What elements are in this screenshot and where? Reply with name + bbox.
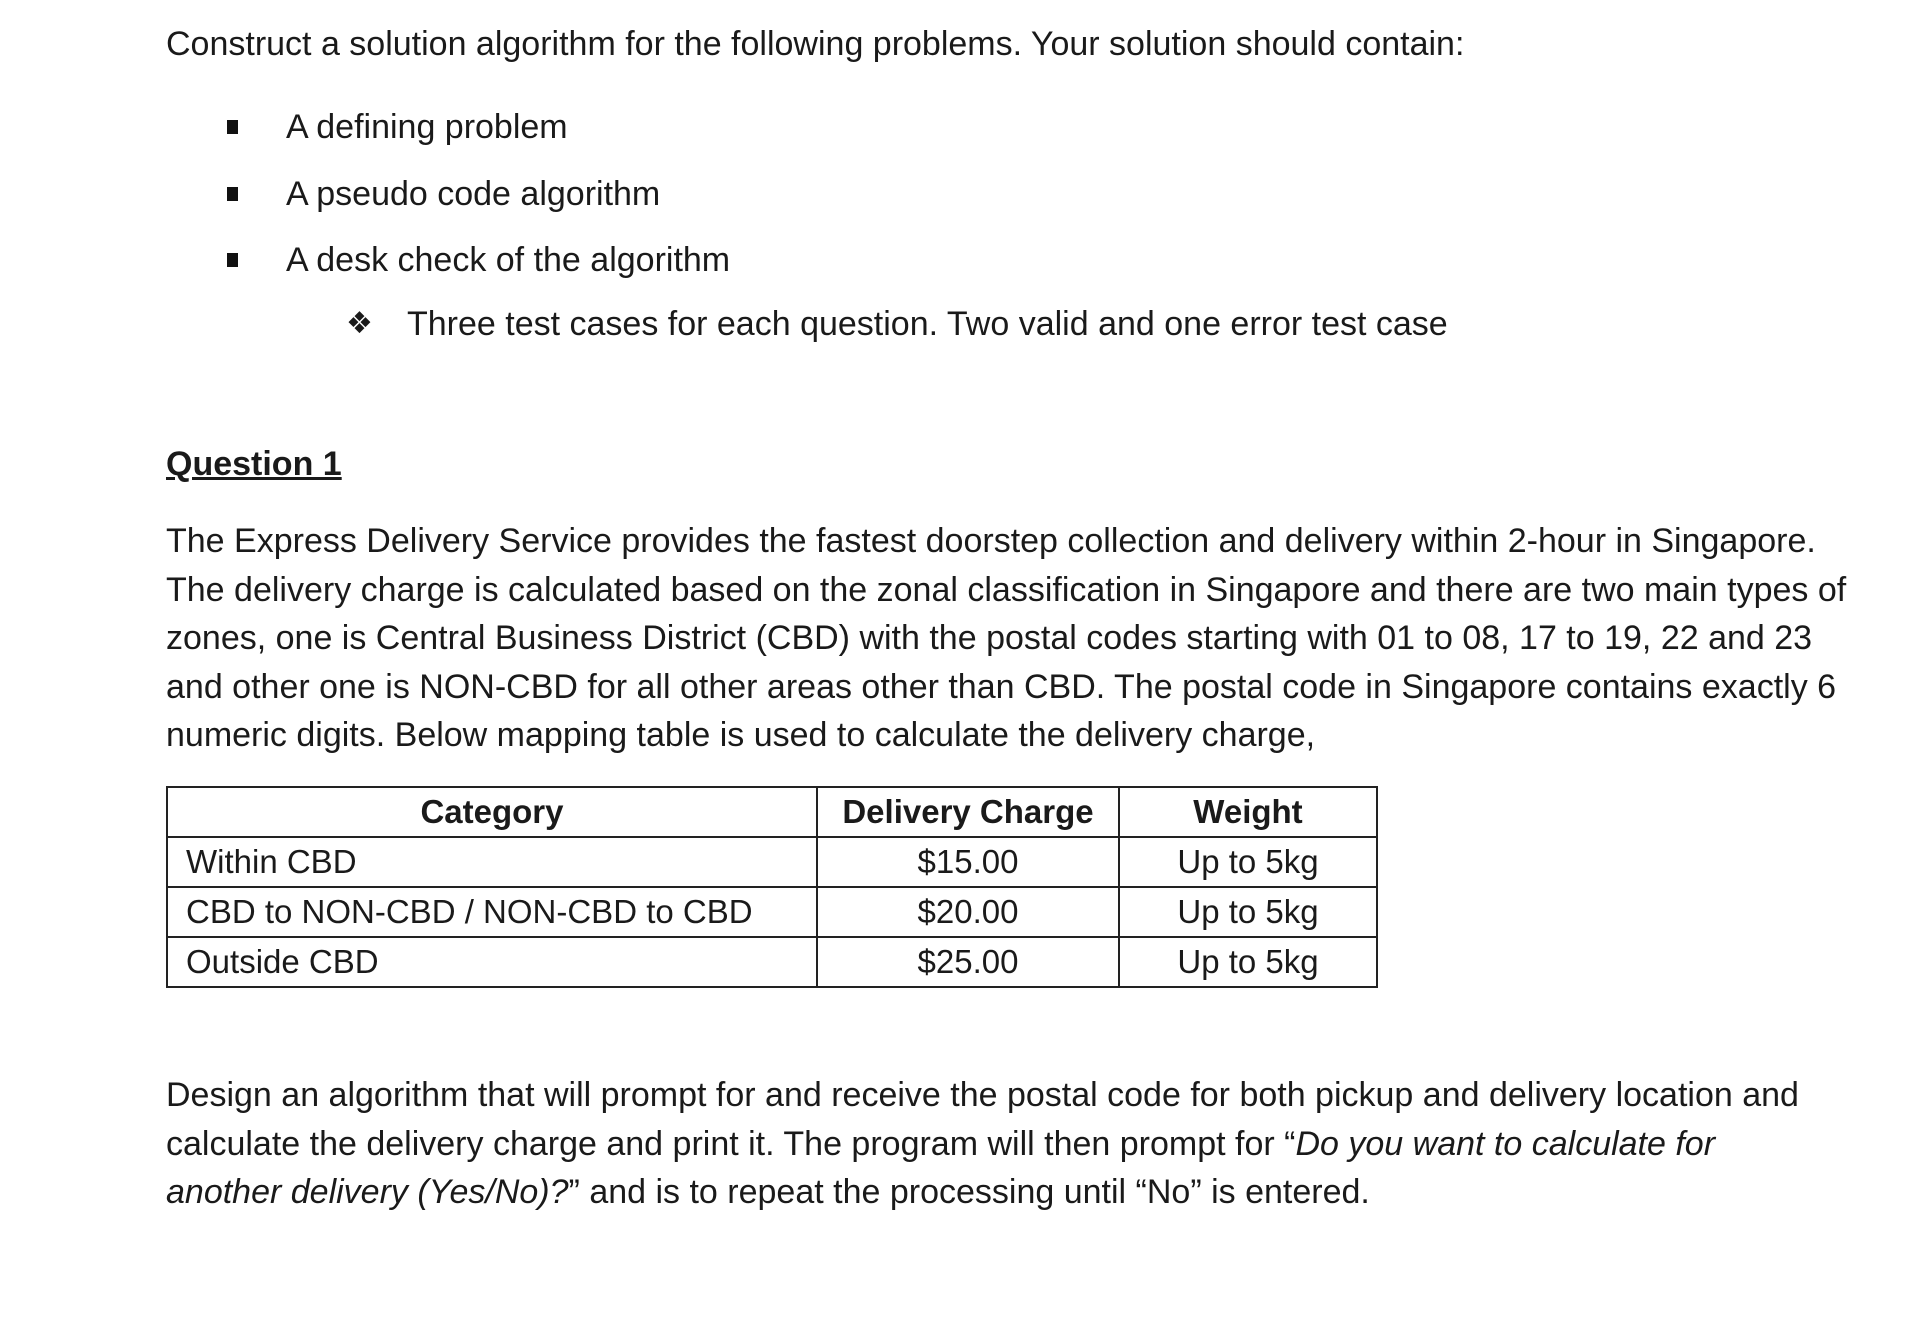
plain-text: ” and is to repeat the processing until “No” is entered. <box>568 1173 1370 1212</box>
header-weight: Weight <box>1119 787 1377 837</box>
paragraph-line: zones, one is Central Business District (CBD) with the postal codes starting with 01 to 08, 17 to 19, 22 and 23 <box>166 619 1813 658</box>
paragraph-line: The delivery charge is calculated based on the zonal classification in Singapore and there are two main types of <box>166 570 1847 609</box>
sub-requirement-text: Three test cases for each question. Two valid and one error test case <box>407 305 1448 343</box>
table-row <box>167 837 1377 887</box>
cell-charge: $20.00 <box>817 887 1119 937</box>
plain-text: calculate the delivery charge and print it. The program will then prompt for “ <box>166 1124 1296 1163</box>
cell-weight: Up to 5kg <box>1119 887 1377 937</box>
cell-category: Within CBD <box>167 837 817 887</box>
paragraph-line: numeric digits. Below mapping table is used to calculate the delivery charge, <box>166 716 1316 755</box>
requirement-text: A pseudo code algorithm <box>286 175 661 213</box>
problem-description <box>166 517 1866 760</box>
table-row <box>167 937 1377 987</box>
square-bullet-icon <box>227 187 238 201</box>
cell-weight: Up to 5kg <box>1119 937 1377 987</box>
paragraph-line: The Express Delivery Service provides the fastest doorstep collection and delivery within 2-hour in Singapore. <box>166 522 1816 560</box>
algorithm-instructions <box>166 1071 1866 1217</box>
question-heading: Question 1 <box>166 445 342 483</box>
cell-charge: $15.00 <box>817 837 1119 887</box>
requirement-text: A desk check of the algorithm <box>286 241 731 279</box>
header-delivery-charge: Delivery Charge <box>817 787 1119 837</box>
paragraph-line <box>166 1168 1866 1217</box>
paragraph-line: Design an algorithm that will prompt for and receive the postal code for both pickup and delivery location and <box>166 1076 1799 1114</box>
paragraph-line: and other one is NON-CBD for all other areas other than CBD. The postal code in Singapore contains exactly 6 <box>166 667 1837 706</box>
italic-prompt-text: another delivery (Yes/No)? <box>166 1173 569 1212</box>
diamond-bullet-icon: ❖ <box>346 306 373 341</box>
cell-category: CBD to NON-CBD / NON-CBD to CBD <box>167 887 817 937</box>
paragraph-line <box>166 1120 1866 1169</box>
cell-weight: Up to 5kg <box>1119 837 1377 887</box>
italic-prompt-text: Do you want to calculate for <box>1295 1124 1716 1163</box>
table-row <box>167 887 1377 937</box>
table-header-row <box>167 787 1377 837</box>
cell-charge: $25.00 <box>817 937 1119 987</box>
delivery-charge-table <box>166 786 1378 988</box>
cell-category: Outside CBD <box>167 937 817 987</box>
square-bullet-icon <box>227 120 238 134</box>
intro-text: Construct a solution algorithm for the following problems. Your solution should contain: <box>166 25 1465 63</box>
square-bullet-icon <box>227 253 238 267</box>
header-category: Category <box>167 787 817 837</box>
requirement-text: A defining problem <box>286 108 568 146</box>
